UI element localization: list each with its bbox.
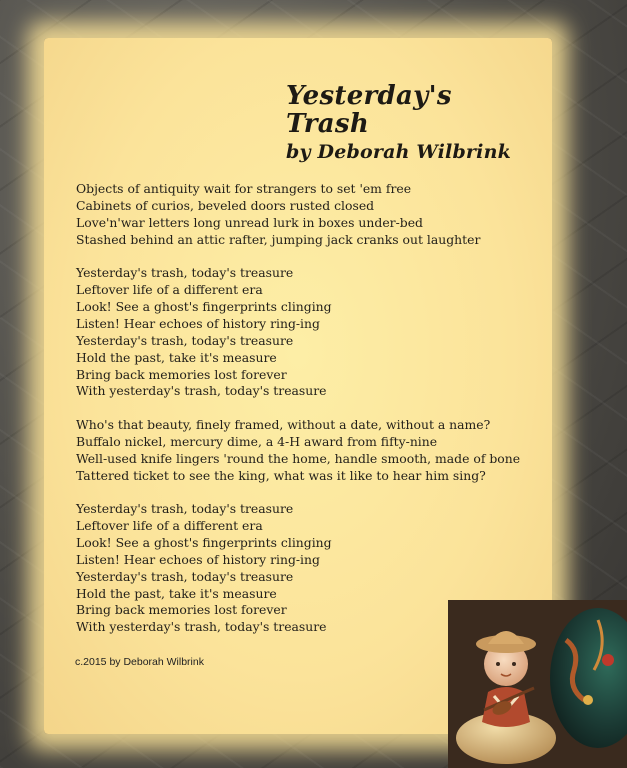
- poem-line: With yesterday's trash, today's treasure: [76, 619, 327, 635]
- poem-line: Look! See a ghost's fingerprints clinging: [76, 534, 332, 550]
- poem-line: Buffalo nickel, mercury dime, a 4-H award from fifty-nine: [76, 433, 438, 449]
- poem-line: Yesterday's trash, today's treasure: [76, 501, 294, 516]
- poem-line: Bring back memories lost forever: [76, 602, 287, 618]
- poem-byline: by Deborah Wilbrink: [286, 141, 511, 163]
- poem-line: Who's that beauty, finely framed, without a date, without a name?: [76, 416, 491, 432]
- poem-line: Stashed behind an attic rafter, jumping jack cranks out laughter: [76, 231, 481, 247]
- poem-title: Yesterday's Trash: [286, 81, 452, 139]
- poem-line: Tattered ticket to see the king, what was it like to hear him sing?: [76, 467, 486, 483]
- poem-line: Love'n'war letters long unread lurk in boxes under-bed: [76, 214, 423, 230]
- poem-line: Cabinets of curios, beveled doors rusted closed: [76, 197, 375, 213]
- poem-line: Hold the past, take it's measure: [76, 349, 277, 365]
- poem-line: Yesterday's trash, today's treasure: [76, 332, 294, 348]
- poem-body: [76, 181, 546, 653]
- title-block: [286, 82, 536, 164]
- stanza-3: [76, 417, 546, 485]
- poem-line: Yesterday's trash, today's treasure: [76, 265, 294, 281]
- poem-line: Leftover life of a different era: [76, 282, 263, 298]
- poem-line: Objects of antiquity wait for strangers to set 'em free: [76, 181, 412, 196]
- poem-line: Hold the past, take it's measure: [76, 585, 277, 601]
- poem-line: Look! See a ghost's fingerprints clinging: [76, 298, 332, 314]
- poem-line: Bring back memories lost forever: [76, 366, 287, 382]
- poem-line: Leftover life of a different era: [76, 517, 263, 533]
- copyright-notice: c.2015 by Deborah Wilbrink: [75, 656, 204, 668]
- poem-line: Listen! Hear echoes of history ring-ing: [76, 315, 320, 331]
- poem-line: Yesterday's trash, today's treasure: [76, 568, 294, 584]
- figurine-photo: [448, 600, 627, 768]
- poem-line: Well-used knife lingers 'round the home, handle smooth, made of bone: [76, 450, 521, 466]
- stanza-1: [76, 181, 546, 249]
- poem-line: Listen! Hear echoes of history ring-ing: [76, 551, 320, 567]
- stanza-2-chorus: [76, 265, 546, 400]
- poem-line: With yesterday's trash, today's treasure: [76, 383, 327, 399]
